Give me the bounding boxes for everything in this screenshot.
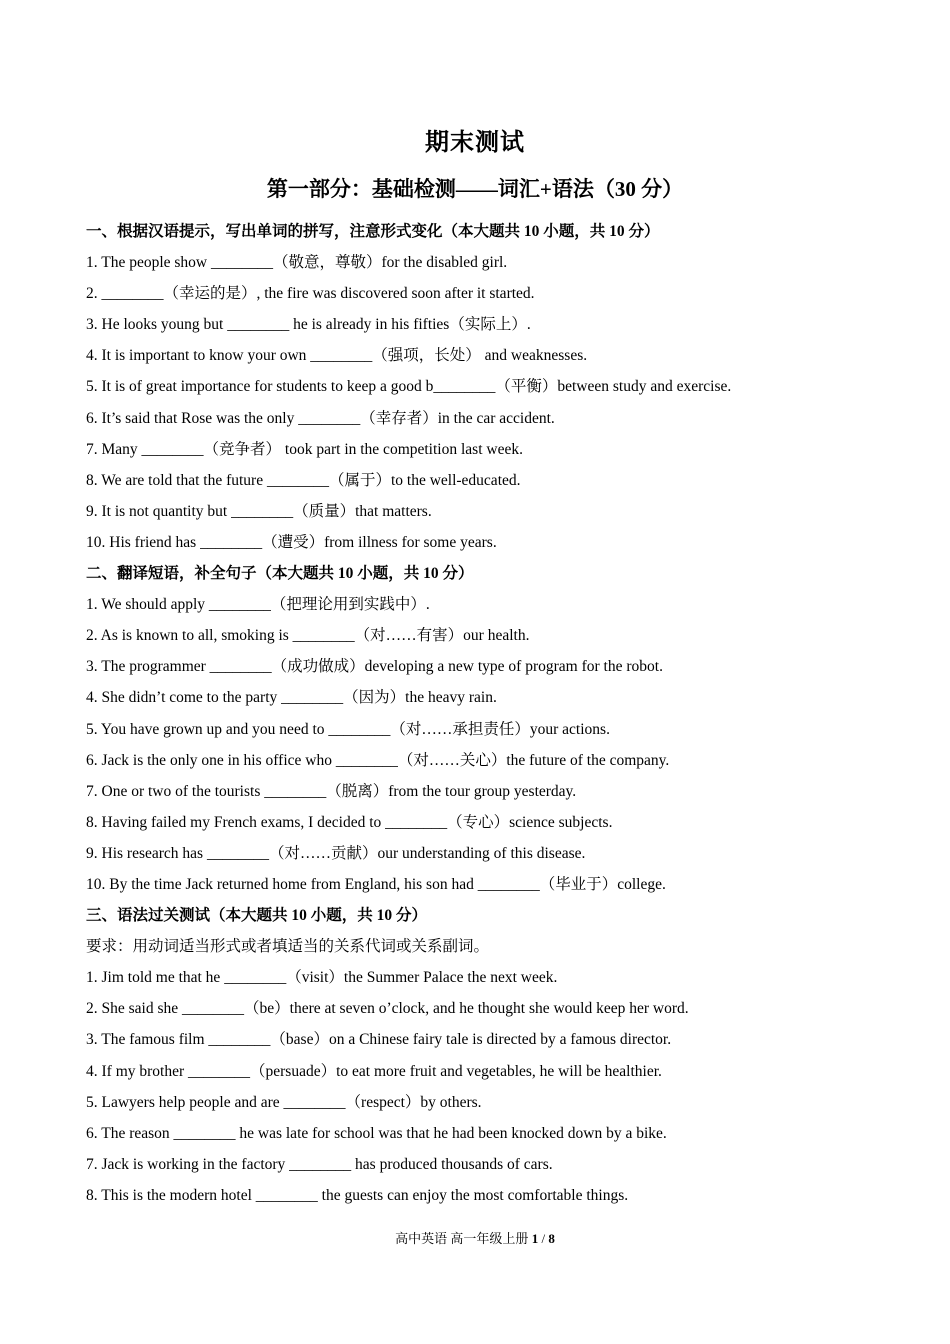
section3-item: 7. Jack is working in the factory ________ has produced thousands of cars. — [86, 1155, 553, 1173]
page-title: 期末测试 — [425, 130, 525, 156]
section2-item: 10. By the time Jack returned home from England, his son had ________（毕业于）college. — [86, 875, 666, 893]
section1-item: 7. Many ________（竞争者） took part in the competition last week. — [86, 440, 523, 458]
section3-requirement: 要求：用动词适当形式或者填适当的关系代词或关系副词。 — [86, 938, 490, 956]
section2-item: 2. As is known to all, smoking is ________（对……有害）our health. — [86, 627, 530, 645]
section1-item: 9. It is not quantity but ________（质量）that matters. — [86, 502, 432, 520]
section2-item: 9. His research has ________（对……贡献）our understanding of this disease. — [86, 844, 586, 862]
section2-item: 8. Having failed my French exams, I decided to ________（专心）science subjects. — [86, 813, 613, 831]
section1-item: 5. It is of great importance for students to keep a good b________（平衡）between study and exercise. — [86, 378, 732, 396]
section3-item: 6. The reason ________ he was late for school was that he had been knocked down by a bike. — [86, 1124, 667, 1142]
section2-item: 3. The programmer ________（成功做成）developing a new type of program for the robot. — [86, 658, 663, 676]
section2-item: 5. You have grown up and you need to ________（对……承担责任）your actions. — [86, 720, 610, 738]
section1-item: 10. His friend has ________（遭受）from illness for some years. — [86, 533, 497, 551]
page-number: 1 — [531, 1231, 539, 1246]
footer-label: 高中英语 高一年级上册 — [395, 1231, 529, 1246]
page-total: 8 — [548, 1231, 555, 1246]
section1-heading: 一、根据汉语提示，写出单词的拼写，注意形式变化（本大题共 10 小题，共 10 分） — [86, 223, 660, 240]
section1-item: 2. ________（幸运的是）, the fire was discovered soon after it started. — [86, 285, 535, 303]
section1-item: 8. We are told that the future ________（属于）to the well-educated. — [86, 471, 521, 489]
section2-item: 7. One or two of the tourists ________（脱离）from the tour group yesterday. — [86, 782, 577, 800]
section3-item: 5. Lawyers help people and are ________（respect）by others. — [86, 1093, 482, 1111]
page-subtitle: 第一部分：基础检测——词汇+语法（30 分） — [266, 177, 684, 201]
section2-item: 6. Jack is the only one in his office who ________（对……关心）the future of the company. — [86, 751, 670, 769]
section3-heading: 三、语法过关测试（本大题共 10 小题，共 10 分） — [86, 907, 428, 925]
section1-item: 4. It is important to know your own ________（强项，长处） and weaknesses. — [86, 347, 588, 365]
page-separator: / — [541, 1231, 546, 1246]
section1-item: 3. He looks young but ________ he is already in his fifties（实际上）. — [86, 316, 531, 334]
section2-heading: 二、翻译短语，补全句子（本大题共 10 小题，共 10 分） — [86, 565, 474, 583]
section1-item: 1. The people show ________（敬意，尊敬）for the disabled girl. — [86, 254, 508, 272]
section2-item: 4. She didn’t come to the party ________（因为）the heavy rain. — [86, 689, 497, 707]
section3-item: 4. If my brother ________（persuade）to eat more fruit and vegetables, he will be healthier. — [86, 1062, 662, 1080]
section1-item: 6. It’s said that Rose was the only ________（幸存者）in the car accident. — [86, 409, 555, 427]
section3-item: 1. Jim told me that he ________（visit）the Summer Palace the next week. — [86, 969, 558, 987]
page-footer — [0, 1228, 950, 1247]
question-content — [86, 216, 876, 1211]
section3-item: 2. She said she ________（be）there at seven o’clock, and he thought she would keep her word. — [86, 1000, 689, 1018]
section2-item: 1. We should apply ________（把理论用到实践中）. — [86, 596, 430, 614]
section3-item: 8. This is the modern hotel ________ the guests can enjoy the most comfortable things. — [86, 1186, 629, 1204]
section3-item: 3. The famous film ________（base）on a Chinese fairy tale is directed by a famous director. — [86, 1031, 672, 1049]
